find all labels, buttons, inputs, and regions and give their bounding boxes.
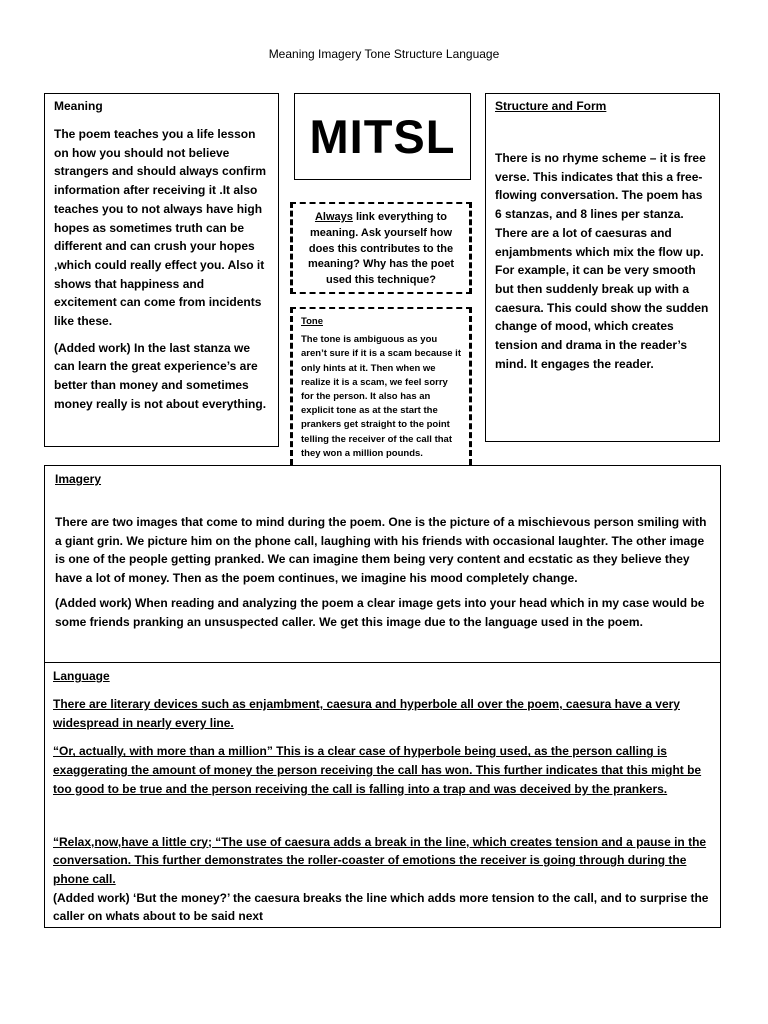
tip-text: link everything to meaning. Ask yourself how does this contributes to the meaning? Why has the poet used this technique? [307,211,455,287]
tip-always: Always [314,211,353,223]
structure-section [485,93,720,442]
language-section [44,662,721,928]
meaning-heading: Meaning [54,99,103,113]
page-title: Meaning Imagery Tone Structure Language [268,47,500,61]
meaning-section [44,93,279,447]
language-hyperbole-analysis: “Or, actually, with more than a million” This is a clear case of hyperbole being used, as the person calling is exaggerating the amount of money the person receiving the call has won. This further indicates that this might be too good to be true and the person receiving the call is falling into a trap and was deceived by the prankers. [53,744,702,796]
imagery-heading: Imagery [55,472,102,486]
imagery-section [44,465,721,663]
mitsl-logo: MITSL [309,110,456,163]
language-intro: There are literary devices such as enjambment, caesura and hyperbole all over the poem, caesura have a very widespread in nearly every line. [53,697,680,730]
tone-heading: Tone [301,316,323,327]
language-added-work: (Added work) ‘But the money?’ the caesura breaks the line which adds more tension to the call, and to surprise the caller on whats about to be said next [53,890,709,924]
mitsl-logo-box [294,93,471,180]
structure-body: There is no rhyme scheme – it is free verse. This indicates that this a free-flowing conversation. The poem has 6 stanzas, and 8 lines per stanza. There are a lot of caesuras and enjambments which mix the flow up. For example, it can be very smooth but then suddenly break up with a caesura. This could show the sudden change of mood, which creates tension and drama in the reader’s mind. It engages the reader. [495,151,709,371]
meaning-body: The poem teaches you a life lesson on how you should not believe strangers and should always confirm information after receiving it .It also teaches you to not always have high hopes as sometimes truth can be different and can crush your hopes ,which could really effect you. Also it shows that happiness and excitement can come from incidents like these. [54,127,267,329]
imagery-added-work: (Added work) When reading and analyzing the poem a clear image gets into your head which in my case would be some friends pranking an unsuspected caller. We get this image due to the language used in the poem. [55,595,705,629]
language-caesura-analysis: “Relax,now,have a little cry; “The use of caesura adds a break in the line, which creates tension and a pause in the conversation. This further demonstrates the roller-coaster of emotions the receiver is going through during the phone call. [53,834,707,886]
tone-body: The tone is ambiguous as you aren’t sure if it is a scam because it only hints at it. Then when we realize it is a scam, we feel sorry for the person. It also has an explicit tone as at the start the prankers get straight to the point telling the receiver of the call that they won a million pounds. [301,334,461,459]
tone-section [290,307,472,465]
imagery-body: There are two images that come to mind during the poem. One is the picture of a mischievous person smiling with a giant grin. We picture him on the phone call, laughing with his friends with occasional laughter. The other image is one of the people getting pranked. We can imagine them being very content and ecstatic as they believe they have a lot of money. Then as the poem continues, we imagine his mood completely change. [55,515,707,586]
meaning-added-work: (Added work) In the last stanza we can learn the great experience’s are better than money and sometimes money really is not about everything. [54,340,267,411]
tip-box [290,202,472,294]
language-heading: Language [53,669,110,683]
structure-heading: Structure and Form [495,99,607,113]
